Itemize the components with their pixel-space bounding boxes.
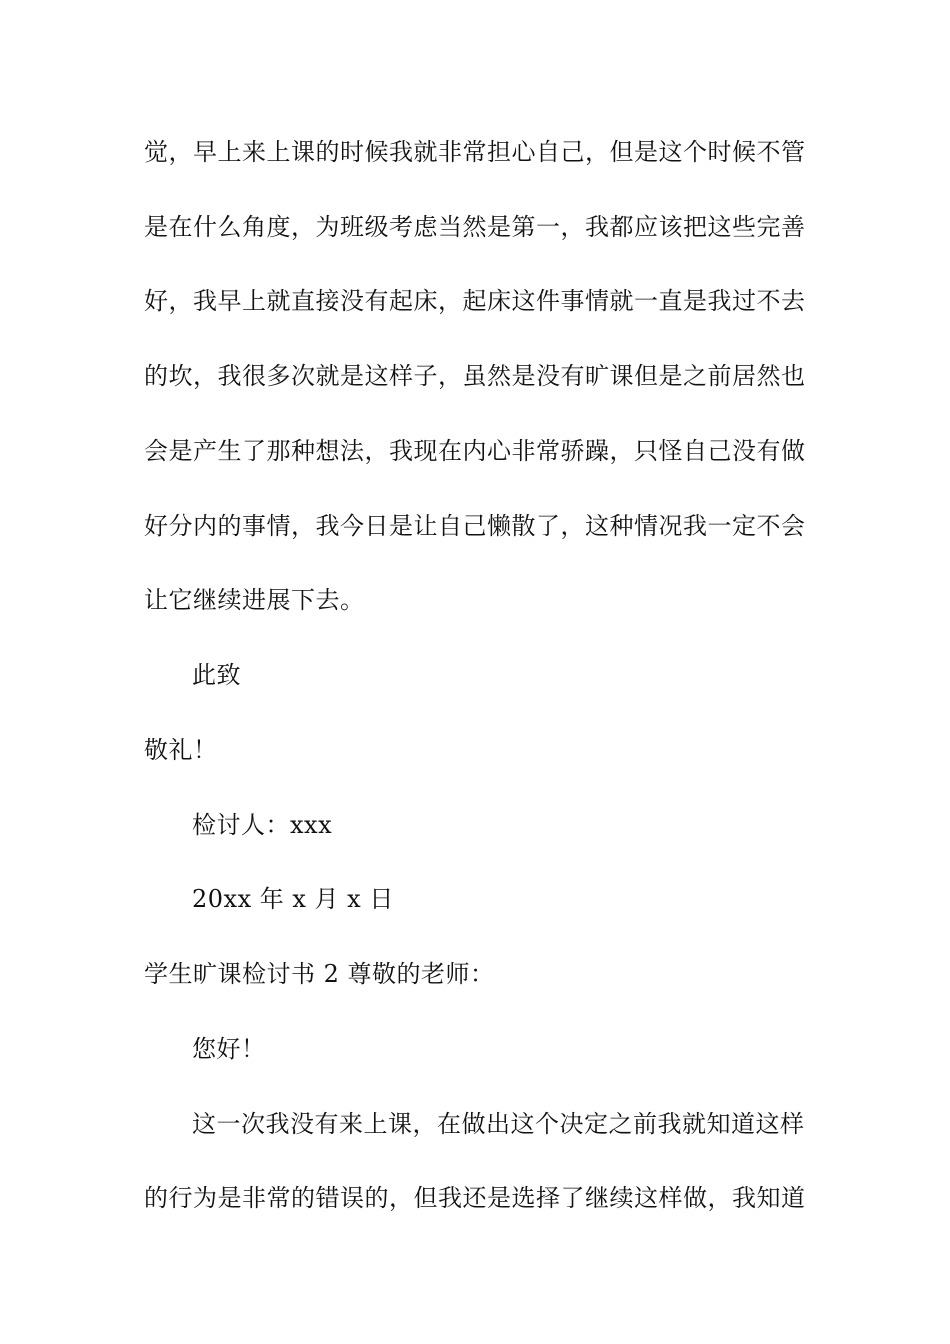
closing-text: 此致 bbox=[192, 661, 241, 689]
body-text-line: 是在什么角度，为班级考虑当然是第一，我都应该把这些完善 bbox=[144, 213, 806, 241]
body-text-line: 好，我早上就直接没有起床，起床这件事情就一直是我过不去 bbox=[144, 287, 806, 315]
date-text: 20xx 年 x 月 x 日 bbox=[192, 885, 394, 913]
body-text-line: 的行为是非常的错误的，但我还是选择了继续这样做，我知道 bbox=[144, 1184, 806, 1212]
body-text-line: 觉，早上来上课的时候我就非常担心自己，但是这个时候不管 bbox=[144, 138, 806, 166]
salute-text: 敬礼！ bbox=[144, 736, 218, 764]
body-text-line: 让它继续进展下去。 bbox=[144, 586, 365, 614]
section-heading: 学生旷课检讨书 2 尊敬的老师： bbox=[144, 960, 495, 988]
greeting-text: 您好！ bbox=[192, 1035, 266, 1063]
body-text-line: 这一次我没有来上课，在做出这个决定之前我就知道这样 bbox=[192, 1110, 805, 1138]
body-text-line: 的坎，我很多次就是这样子，虽然是没有旷课但是之前居然也 bbox=[144, 362, 806, 390]
body-text-line: 会是产生了那种想法，我现在内心非常骄躁，只怪自己没有做 bbox=[144, 437, 806, 465]
body-text-line: 好分内的事情，我今日是让自己懒散了，这种情况我一定不会 bbox=[144, 512, 806, 540]
signer-text: 检讨人：xxx bbox=[192, 811, 333, 839]
